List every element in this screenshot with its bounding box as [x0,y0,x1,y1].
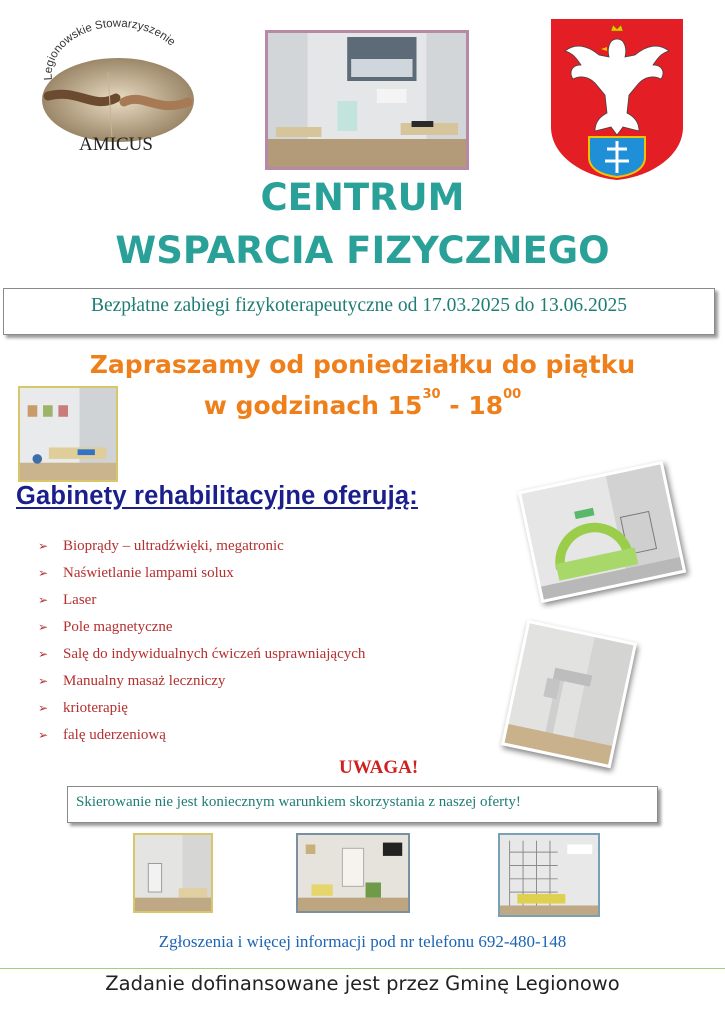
arrow-bullet-icon: ➢ [38,539,49,553]
invite-line-1: Zapraszamy od poniedziałku do piątku [89,350,636,379]
arrow-bullet-icon: ➢ [38,728,49,742]
title-line-1: CENTRUM [260,176,465,219]
hours-sup-start: 30 [422,387,441,402]
exercise-cage-photo [498,833,600,917]
warning-title: UWAGA! [339,757,419,778]
title-line-2: WSPARCIA FIZYCZNEGO [115,229,610,272]
warning-box: Skierowanie nie jest koniecznym warunkiem skorzystania z naszej oferty! [67,786,658,823]
coat-of-arms [549,17,685,181]
list-item: ➢ krioterapię [38,700,128,716]
list-item: ➢ Manualny masaż leczniczy [38,673,226,689]
arrow-bullet-icon: ➢ [38,701,49,715]
arrow-bullet-icon: ➢ [38,674,49,688]
laser-device-photo [501,620,637,768]
list-item: ➢ Bioprądy – ultradźwięki, megatronic [38,538,284,554]
list-item: ➢ falę uderzeniową [38,727,166,743]
amicus-logo [38,18,198,158]
arrow-bullet-icon: ➢ [38,647,49,661]
list-item: ➢ Naświetlanie lampami solux [38,565,234,581]
footer-divider [0,968,725,969]
list-item: ➢ Laser [38,592,97,608]
arrow-bullet-icon: ➢ [38,593,49,607]
hallway-photo [296,833,410,913]
dates-banner: Bezpłatne zabiegi fizykoterapeutyczne od 17.03.2025 do 13.06.2025 [3,288,715,335]
hours-sup-end: 00 [503,387,522,402]
magnetic-therapy-photo [518,461,686,603]
hours-dash: - 18 [440,391,504,420]
offer-heading: Gabinety rehabilitacyjne oferują: [16,482,418,510]
equipment-photo [133,833,213,913]
arrow-bullet-icon: ➢ [38,566,49,580]
offer-list [38,536,365,752]
logo-name: AMICUS [79,134,153,155]
logo-arc-text: Legionowskie Stowarzyszenie [42,18,178,81]
gym-room-photo [18,386,118,482]
funding-note: Zadanie dofinansowane jest przez Gminę Legionowo [105,972,620,995]
contact-info: Zgłoszenia i więcej informacji pod nr telefonu 692-480-148 [158,932,567,951]
hours-prefix: w godzinach 15 [203,391,423,420]
arrow-bullet-icon: ➢ [38,620,49,634]
list-item: ➢ Salę do indywidualnych ćwiczeń usprawniających [38,646,366,662]
treatment-room-photo [265,30,469,170]
list-item: ➢ Pole magnetyczne [38,619,173,635]
